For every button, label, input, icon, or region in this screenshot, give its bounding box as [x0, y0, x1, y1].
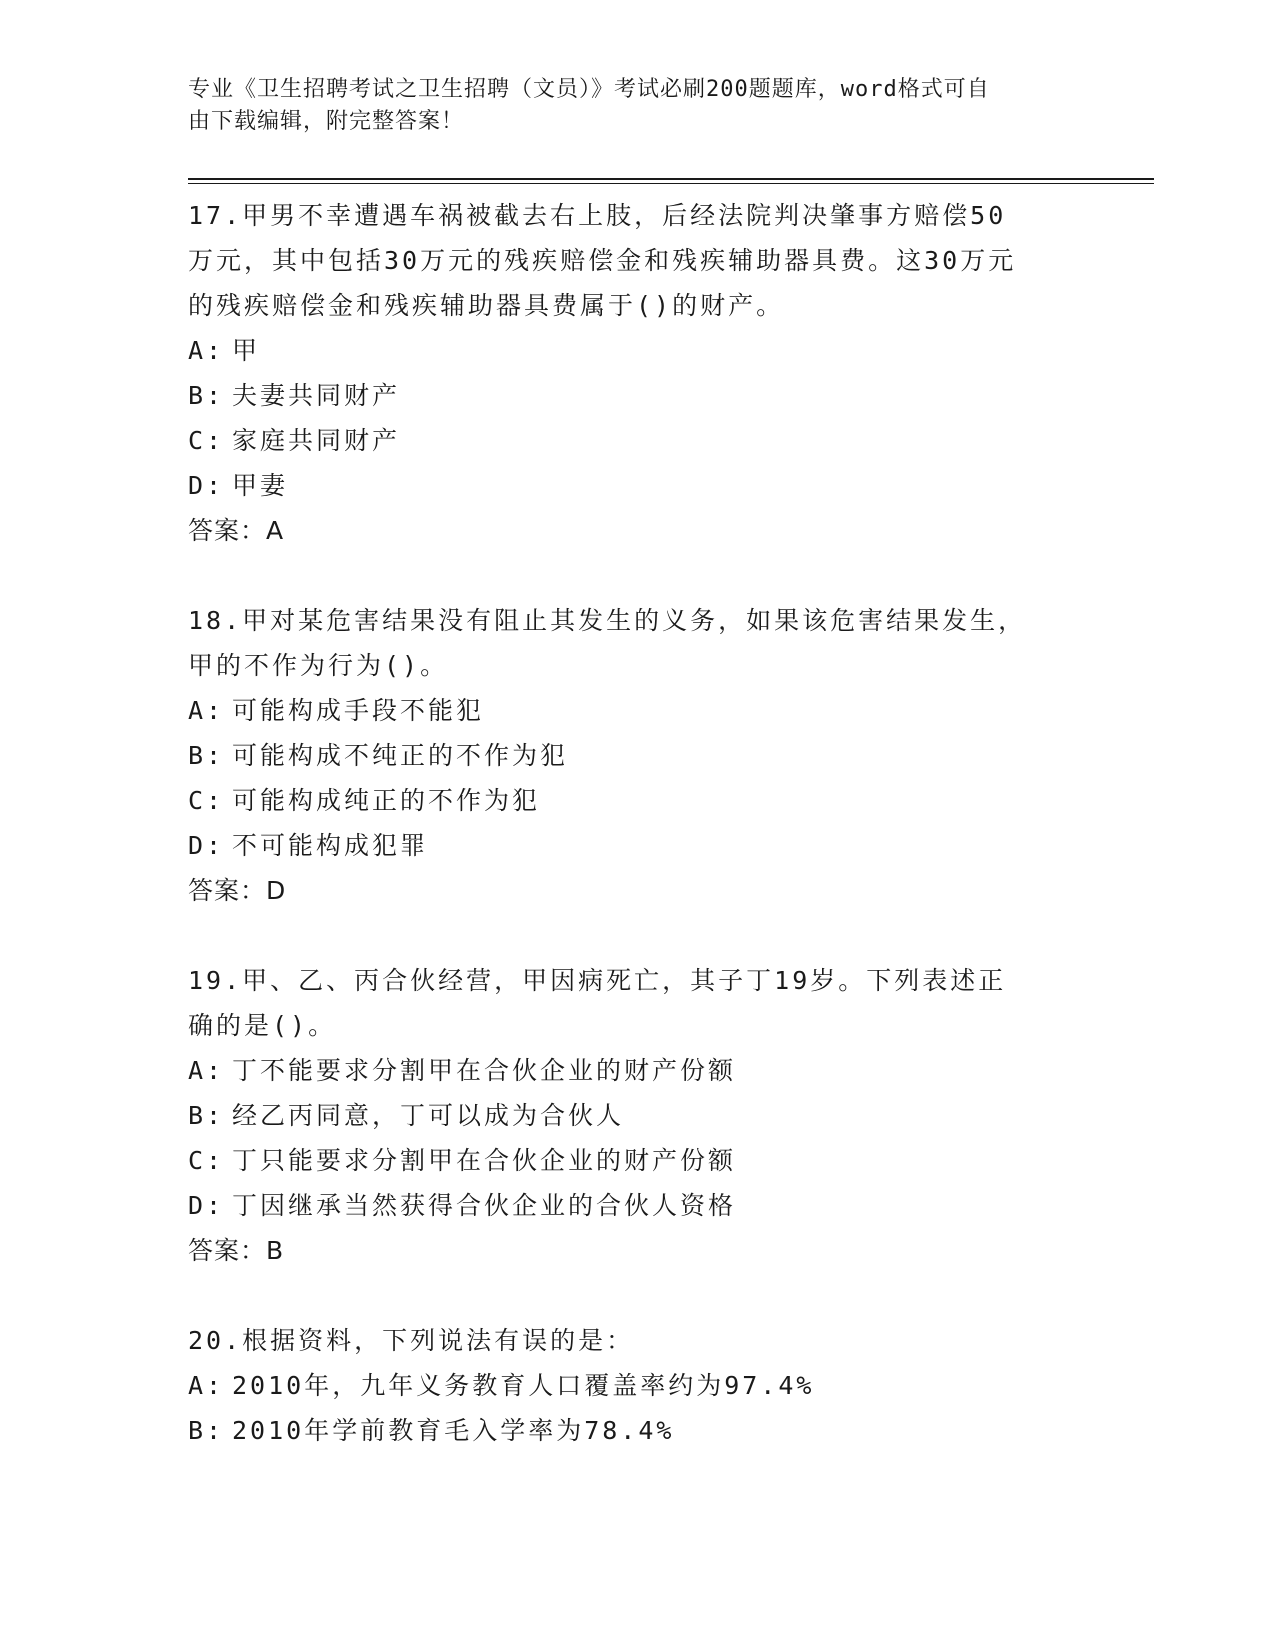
spacer: [188, 913, 1088, 958]
option-text: 经乙丙同意，丁可以成为合伙人: [232, 1101, 625, 1130]
option-key: A:: [188, 1056, 225, 1085]
option-key: A:: [188, 696, 225, 725]
header-divider-thick: [188, 178, 1154, 180]
option-key: C:: [188, 426, 225, 455]
option-text: 家庭共同财产: [232, 426, 401, 455]
option-b: [188, 373, 1088, 418]
option-key: C:: [188, 786, 225, 815]
option-text: 可能构成纯正的不作为犯: [232, 786, 541, 815]
option-key: B:: [188, 741, 225, 770]
option-key: B:: [188, 1416, 225, 1445]
option-text: 2010年学前教育毛入学率为78.4%: [232, 1416, 675, 1445]
option-b: [188, 733, 1088, 778]
question-text: 19.甲、乙、丙合伙经营，甲因病死亡，其子丁19岁。下列表述正确的是()。: [188, 966, 1007, 1040]
spacer: [188, 553, 1088, 598]
option-key: D:: [188, 1191, 225, 1220]
option-b: [188, 1408, 1088, 1453]
option-d: [188, 1183, 1088, 1228]
answer-label: 答案：D: [188, 876, 287, 905]
option-key: D:: [188, 471, 225, 500]
option-text: 可能构成手段不能犯: [232, 696, 485, 725]
option-c: [188, 418, 1088, 463]
option-c: [188, 1138, 1088, 1183]
option-key: B:: [188, 1101, 225, 1130]
option-key: A:: [188, 1371, 225, 1400]
option-d: [188, 823, 1088, 868]
option-text: 甲妻: [232, 471, 289, 500]
question-18: [188, 598, 1088, 913]
option-key: D:: [188, 831, 225, 860]
option-text: 夫妻共同财产: [232, 381, 401, 410]
option-text: 不可能构成犯罪: [232, 831, 429, 860]
option-text: 丁只能要求分割甲在合伙企业的财产份额: [232, 1146, 737, 1175]
option-key: C:: [188, 1146, 225, 1175]
question-list: [188, 193, 1088, 1453]
option-d: [188, 463, 1088, 508]
option-b: [188, 1093, 1088, 1138]
question-19: [188, 958, 1088, 1273]
option-a: [188, 328, 1088, 373]
document-header: [188, 74, 1068, 138]
question-text: 20.根据资料，下列说法有误的是：: [188, 1326, 635, 1355]
header-divider-thin: [188, 183, 1154, 184]
spacer: [188, 1273, 1088, 1318]
option-text: 甲: [232, 336, 261, 365]
question-17: [188, 193, 1088, 553]
header-line-1: 专业《卫生招聘考试之卫生招聘（文员）》考试必刷200题题库，word格式可自: [188, 77, 990, 102]
option-a: [188, 1048, 1088, 1093]
question-20: [188, 1318, 1088, 1453]
option-text: 丁不能要求分割甲在合伙企业的财产份额: [232, 1056, 737, 1085]
option-c: [188, 778, 1088, 823]
option-a: [188, 1363, 1088, 1408]
option-a: [188, 688, 1088, 733]
option-text: 可能构成不纯正的不作为犯: [232, 741, 569, 770]
question-text: 18.甲对某危害结果没有阻止其发生的义务，如果该危害结果发生，甲的不作为行为()。: [188, 606, 1027, 680]
answer-label: 答案：B: [188, 1236, 285, 1265]
header-line-2: 由下载编辑，附完整答案！: [188, 109, 465, 134]
option-key: B:: [188, 381, 225, 410]
option-text: 2010年，九年义务教育人口覆盖率约为97.4%: [232, 1371, 815, 1400]
answer-label: 答案：A: [188, 516, 285, 545]
question-text: 17.甲男不幸遭遇车祸被截去右上肢，后经法院判决肇事方赔偿50万元，其中包括30万元的残疾赔偿金和残疾辅助器具费。这30万元的残疾赔偿金和残疾辅助器具费属于()的财产。: [188, 201, 1017, 320]
option-text: 丁因继承当然获得合伙企业的合伙人资格: [232, 1191, 737, 1220]
option-key: A:: [188, 336, 225, 365]
